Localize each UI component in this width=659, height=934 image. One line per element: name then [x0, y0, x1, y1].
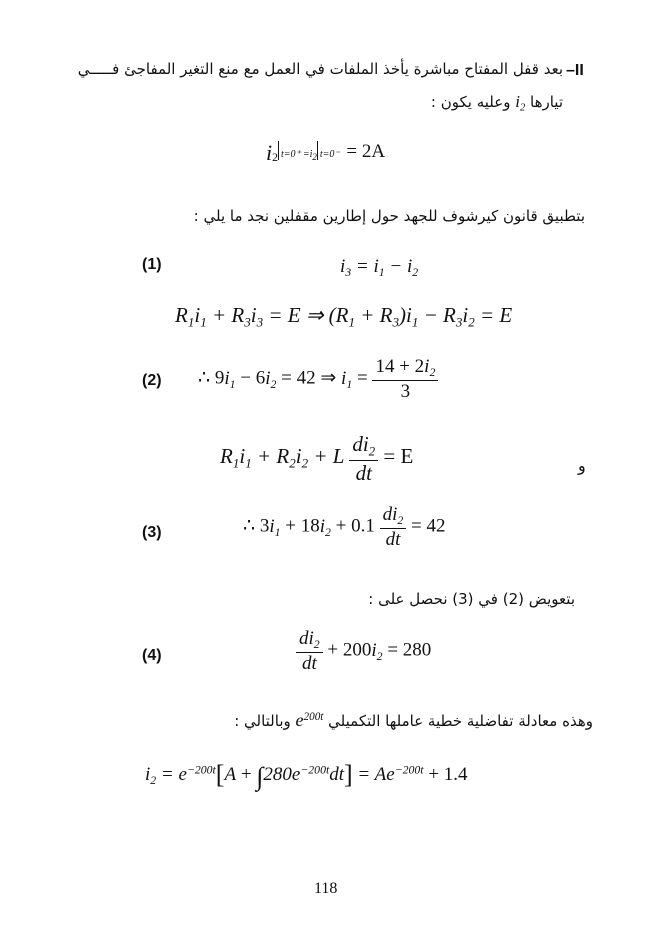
section-line-2: تيارها $i_2$ وعليه يكون : — [430, 92, 563, 114]
page-number: 118 — [314, 880, 338, 897]
section-line-1: بعد قفل المفتاح مباشرة يأخذ الملفات في العمل مع منع التغير المفاجئ فـــــي — [77, 60, 563, 78]
linear-ode-sentence: وهذه معادلة تفاضلية خطية عاملها التكميلي $e^{200t}$ وبالتالي : — [234, 710, 593, 730]
equation-3: ∴ $3i_1 + 18i_2 + 0.1$ $\frac{di_2}{dt}$ = 42 — [243, 504, 446, 550]
kvl-inductor-equation: $R_1i_1 + R_2i_2 + L$ $\frac{di_2}{dt}$ = E — [220, 432, 414, 485]
equation-number-2: (2) — [142, 372, 162, 389]
solution-equation: $i_2 = e^{-200t}[A + \int 280e^{-200t}dt] = Ae^{-200t} + 1.4$ — [145, 760, 468, 791]
initial-condition-equation: $i_2$ $t=0^+ =i_2$ t=0⁻ = 2A — [266, 140, 386, 165]
substitution-sentence: بتعويض (2) في (3) نحصل على : — [368, 590, 575, 608]
equation-4: $\frac{di_2}{dt}$ + $200i_2 = 280$ — [296, 628, 431, 675]
equation-number-3: (3) — [142, 524, 162, 541]
equation-number-4: (4) — [142, 647, 162, 664]
conjunction-and: و — [578, 456, 586, 475]
equation-2: ∴ $9i_1 - 6i_2 = 42$ ⇒ $i_1$ = $\frac{14 + 2i_2}{3}$ — [198, 356, 438, 403]
kvl-loop-1-equation: $R_1i_1 + R_3i_3 = E$ ⇒ $(R_1 + R_3)i_1 - R_3i_2 = E$ — [175, 303, 513, 330]
equation-1: $i_3 = i_1 - i_2$ — [340, 256, 419, 280]
section-numeral: –II — [566, 62, 584, 79]
equation-number-1: (1) — [142, 256, 162, 273]
kirchhoff-sentence: بتطبيق قانون كيرشوف للجهد حول إطارين مقفلين نجد ما يلي : — [193, 207, 585, 225]
